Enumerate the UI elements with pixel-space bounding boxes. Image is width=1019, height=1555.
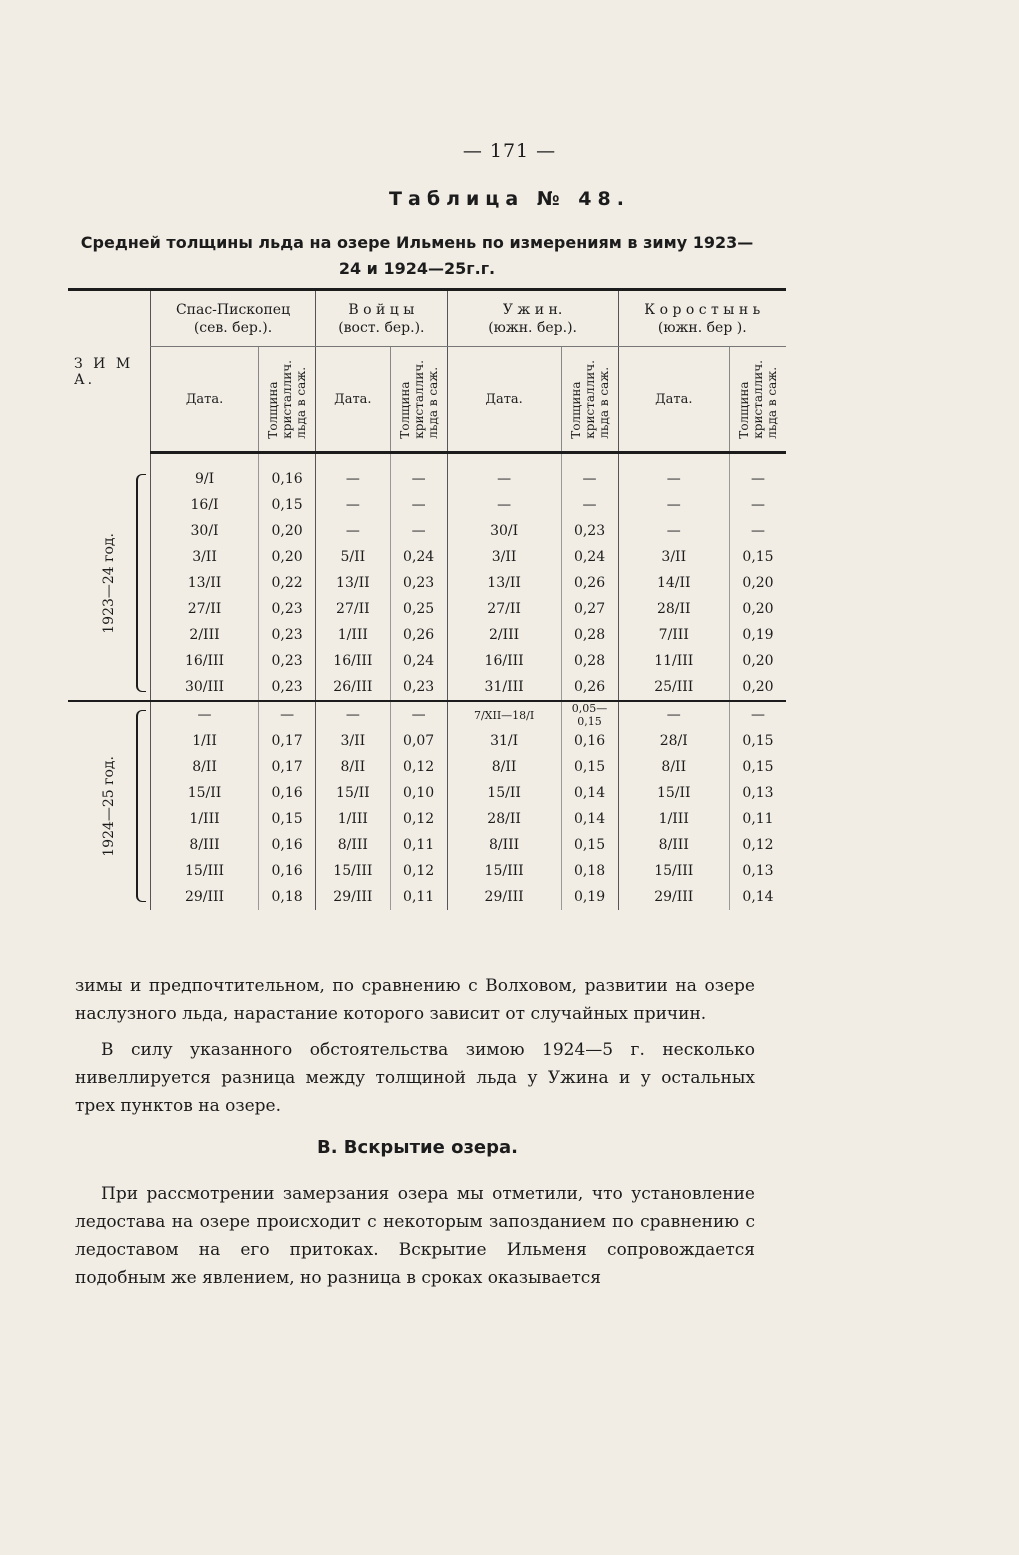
thickness-cell: 0,28	[561, 648, 618, 674]
date-cell: 7/XII—18/I	[447, 701, 561, 728]
thickness-cell: 0,15	[730, 728, 787, 754]
date-cell: 8/II	[151, 754, 259, 780]
thickness-cell: 0,27	[561, 596, 618, 622]
table-row	[68, 570, 786, 596]
date-cell: 30/III	[151, 674, 259, 701]
thickness-cell: 0,24	[390, 544, 447, 570]
date-cell: 8/II	[447, 754, 561, 780]
thickness-cell: 0,23	[259, 622, 316, 648]
station-header-voitsy	[316, 290, 448, 347]
date-cell: —	[618, 701, 729, 728]
date-cell: 15/II	[151, 780, 259, 806]
thickness-cell: 0,18	[561, 858, 618, 884]
date-cell: 13/II	[151, 570, 259, 596]
year-label: 1923—24 год.	[101, 532, 117, 634]
thickness-cell: 0,19	[730, 622, 787, 648]
date-column-header: Дата.	[151, 347, 259, 453]
table-row	[68, 622, 786, 648]
date-cell: 15/II	[316, 780, 391, 806]
date-cell: 29/III	[316, 884, 391, 910]
thickness-cell: 0,12	[390, 858, 447, 884]
date-cell: 16/I	[151, 492, 259, 518]
thickness-cell: 0,15	[259, 806, 316, 832]
thickness-cell: 0,15	[259, 492, 316, 518]
thickness-cell: 0,18	[259, 884, 316, 910]
date-cell: 29/III	[151, 884, 259, 910]
thickness-cell: 0,20	[259, 544, 316, 570]
date-cell: —	[618, 492, 729, 518]
date-cell: 16/III	[151, 648, 259, 674]
thickness-cell: 0,16	[259, 466, 316, 492]
thickness-cell: —	[730, 701, 787, 728]
date-cell: 8/II	[316, 754, 391, 780]
thickness-cell: 0,16	[259, 858, 316, 884]
date-cell: —	[151, 701, 259, 728]
date-cell: 31/III	[447, 674, 561, 701]
date-cell: 3/II	[316, 728, 391, 754]
thickness-cell: 0,20	[730, 596, 787, 622]
thickness-cell: 0,15	[561, 754, 618, 780]
paragraph: В силу указанного обстоятельства зимою 1924—5 г. несколько нивеллируется разница между толщиной льда у Ужина и у остальных трех пунктов на озере.	[75, 1040, 755, 1116]
date-cell: 31/I	[447, 728, 561, 754]
section-heading: В. Вскрытие озера.	[316, 1137, 518, 1158]
date-cell: 1/II	[151, 728, 259, 754]
date-cell: 16/III	[447, 648, 561, 674]
date-cell: 9/I	[151, 466, 259, 492]
thickness-cell: 0,17	[259, 754, 316, 780]
table-title: Таблица № 48.	[389, 188, 630, 210]
thickness-cell: 0,23	[390, 674, 447, 701]
thickness-cell: 0,26	[390, 622, 447, 648]
date-cell: 14/II	[618, 570, 729, 596]
date-cell: —	[316, 466, 391, 492]
station-header-korostyn	[618, 290, 786, 347]
thickness-cell: 0,12	[730, 832, 787, 858]
thickness-cell: 0,07	[390, 728, 447, 754]
date-cell: 15/III	[151, 858, 259, 884]
thickness-column-header: Толщина кристаллич. льда в саж.	[730, 347, 787, 453]
thickness-cell: —	[259, 701, 316, 728]
year-group	[68, 466, 151, 701]
date-cell: 7/III	[618, 622, 729, 648]
station-name: К о р о с т ы н ь	[644, 301, 761, 318]
station-shore: (южн. бер.).	[488, 319, 577, 336]
thickness-cell: 0,26	[561, 674, 618, 701]
thickness-column-header: Толщина кристаллич. льда в саж.	[561, 347, 618, 453]
page-number: — 171 —	[462, 140, 557, 162]
date-cell: —	[316, 701, 391, 728]
thickness-cell: 0,14	[561, 780, 618, 806]
thickness-cell: 0,16	[561, 728, 618, 754]
thickness-cell: 0,19	[561, 884, 618, 910]
table-row	[68, 832, 786, 858]
thickness-cell: 0,15	[561, 832, 618, 858]
date-cell: 2/III	[447, 622, 561, 648]
station-shore: (вост. бер.).	[338, 319, 425, 336]
thickness-cell: 0,16	[259, 832, 316, 858]
table-subtitle: Средней толщины льда на озере Ильмень по измерениям в зиму 1923—24 и 1924—25г.г.	[80, 233, 754, 278]
table-row	[68, 596, 786, 622]
date-cell: 28/II	[618, 596, 729, 622]
table-row	[68, 518, 786, 544]
year-label: 1924—25 год.	[101, 755, 117, 857]
station-shore: (сев. бер.).	[193, 319, 273, 336]
table-row	[68, 806, 786, 832]
thickness-cell: 0,26	[561, 570, 618, 596]
table-row	[68, 884, 786, 910]
thickness-cell: 0,15	[730, 754, 787, 780]
date-cell: 28/II	[447, 806, 561, 832]
thickness-cell: 0,28	[561, 622, 618, 648]
thickness-cell: 0,12	[390, 754, 447, 780]
date-cell: 27/II	[316, 596, 391, 622]
spacer-row	[68, 453, 786, 467]
date-cell: 25/III	[618, 674, 729, 701]
paragraph: зимы и предпочтительном, по сравнению с Волховом, развитии на озере наслузного льда, нарастание которого зависит от случайных причин.	[75, 976, 755, 1024]
thickness-cell: 0,12	[390, 806, 447, 832]
date-cell: 15/II	[618, 780, 729, 806]
thickness-cell: 0,13	[730, 780, 787, 806]
station-name: Спас-Пископец	[175, 301, 291, 318]
brace-icon	[136, 710, 146, 902]
thickness-cell: 0,14	[561, 806, 618, 832]
station-shore: (южн. бер ).	[657, 319, 747, 336]
table-row	[68, 701, 786, 728]
thickness-cell: 0,24	[390, 648, 447, 674]
date-cell: 15/III	[447, 858, 561, 884]
ice-thickness-table	[68, 288, 786, 910]
date-cell: 8/III	[316, 832, 391, 858]
table-body	[68, 453, 786, 911]
station-name: У ж и н.	[502, 301, 563, 318]
date-cell: 8/III	[447, 832, 561, 858]
date-cell: 30/I	[151, 518, 259, 544]
thickness-cell: 0,20	[259, 518, 316, 544]
date-cell: 16/III	[316, 648, 391, 674]
thickness-cell: —	[390, 518, 447, 544]
thickness-cell: 0,23	[561, 518, 618, 544]
date-cell: —	[447, 466, 561, 492]
thickness-cell: 0,17	[259, 728, 316, 754]
table-row	[68, 648, 786, 674]
thickness-cell: —	[730, 518, 787, 544]
thickness-cell: —	[730, 466, 787, 492]
thickness-cell: —	[730, 492, 787, 518]
date-cell: 15/III	[618, 858, 729, 884]
brace-icon	[136, 474, 146, 692]
thickness-column-header: Толщина кристаллич. льда в саж.	[259, 347, 316, 453]
date-cell: —	[316, 492, 391, 518]
table-row	[68, 466, 786, 492]
thickness-cell: —	[390, 701, 447, 728]
thickness-cell: 0,20	[730, 648, 787, 674]
thickness-cell: 0,24	[561, 544, 618, 570]
date-cell: 29/III	[447, 884, 561, 910]
thickness-cell: —	[561, 466, 618, 492]
table-row	[68, 754, 786, 780]
date-column-header: Дата.	[618, 347, 729, 453]
date-cell: —	[447, 492, 561, 518]
thickness-cell: 0,22	[259, 570, 316, 596]
thickness-cell: 0,23	[259, 648, 316, 674]
date-cell: 8/III	[151, 832, 259, 858]
date-cell: —	[618, 518, 729, 544]
thickness-cell: —	[390, 492, 447, 518]
date-cell: 3/II	[151, 544, 259, 570]
table-row	[68, 674, 786, 701]
table-row	[68, 780, 786, 806]
date-cell: 13/II	[447, 570, 561, 596]
winter-header: З И М А.	[74, 355, 134, 388]
date-cell: 30/I	[447, 518, 561, 544]
date-cell: —	[618, 466, 729, 492]
paragraph: При рассмотрении замерзания озера мы отметили, что установление ледостава на озере происходит с некоторым запозданием по сравнению с ледоставом на его притоках. Вскрытие Ильменя сопровождается подобным же явлением, но разница в сроках оказывается	[75, 1184, 755, 1288]
station-header-spas-piskopets	[151, 290, 316, 347]
thickness-cell: 0,20	[730, 570, 787, 596]
thickness-cell: —	[390, 466, 447, 492]
thickness-cell: 0,11	[390, 832, 447, 858]
date-cell: 3/II	[618, 544, 729, 570]
date-cell: 27/II	[447, 596, 561, 622]
table-row	[68, 544, 786, 570]
date-cell: 2/III	[151, 622, 259, 648]
date-column-header: Дата.	[447, 347, 561, 453]
date-cell: 26/III	[316, 674, 391, 701]
date-cell: 11/III	[618, 648, 729, 674]
table-row	[68, 728, 786, 754]
thickness-cell: 0,11	[730, 806, 787, 832]
thickness-cell: 0,05—0,15	[561, 701, 618, 728]
date-cell: 13/II	[316, 570, 391, 596]
date-cell: 28/I	[618, 728, 729, 754]
table-row	[68, 858, 786, 884]
thickness-cell: 0,25	[390, 596, 447, 622]
date-cell: 29/III	[618, 884, 729, 910]
thickness-cell: 0,20	[730, 674, 787, 701]
table-row	[68, 492, 786, 518]
date-cell: 3/II	[447, 544, 561, 570]
thickness-cell: 0,23	[259, 596, 316, 622]
date-cell: 27/II	[151, 596, 259, 622]
thickness-cell: 0,23	[259, 674, 316, 701]
station-name: В о й ц ы	[348, 301, 415, 318]
thickness-cell: 0,23	[390, 570, 447, 596]
thickness-cell: 0,15	[730, 544, 787, 570]
thickness-cell: —	[561, 492, 618, 518]
date-cell: —	[316, 518, 391, 544]
thickness-cell: 0,13	[730, 858, 787, 884]
thickness-cell: 0,16	[259, 780, 316, 806]
date-cell: 1/III	[316, 622, 391, 648]
thickness-cell: 0,14	[730, 884, 787, 910]
date-column-header: Дата.	[316, 347, 391, 453]
date-cell: 1/III	[151, 806, 259, 832]
thickness-cell: 0,11	[390, 884, 447, 910]
date-cell: 8/II	[618, 754, 729, 780]
date-cell: 15/III	[316, 858, 391, 884]
date-cell: 1/III	[316, 806, 391, 832]
date-cell: 5/II	[316, 544, 391, 570]
date-cell: 1/III	[618, 806, 729, 832]
date-cell: 15/II	[447, 780, 561, 806]
year-group	[68, 701, 151, 910]
date-cell: 8/III	[618, 832, 729, 858]
thickness-column-header: Толщина кристаллич. льда в саж.	[390, 347, 447, 453]
station-header-uzhin	[447, 290, 618, 347]
thickness-cell: 0,10	[390, 780, 447, 806]
